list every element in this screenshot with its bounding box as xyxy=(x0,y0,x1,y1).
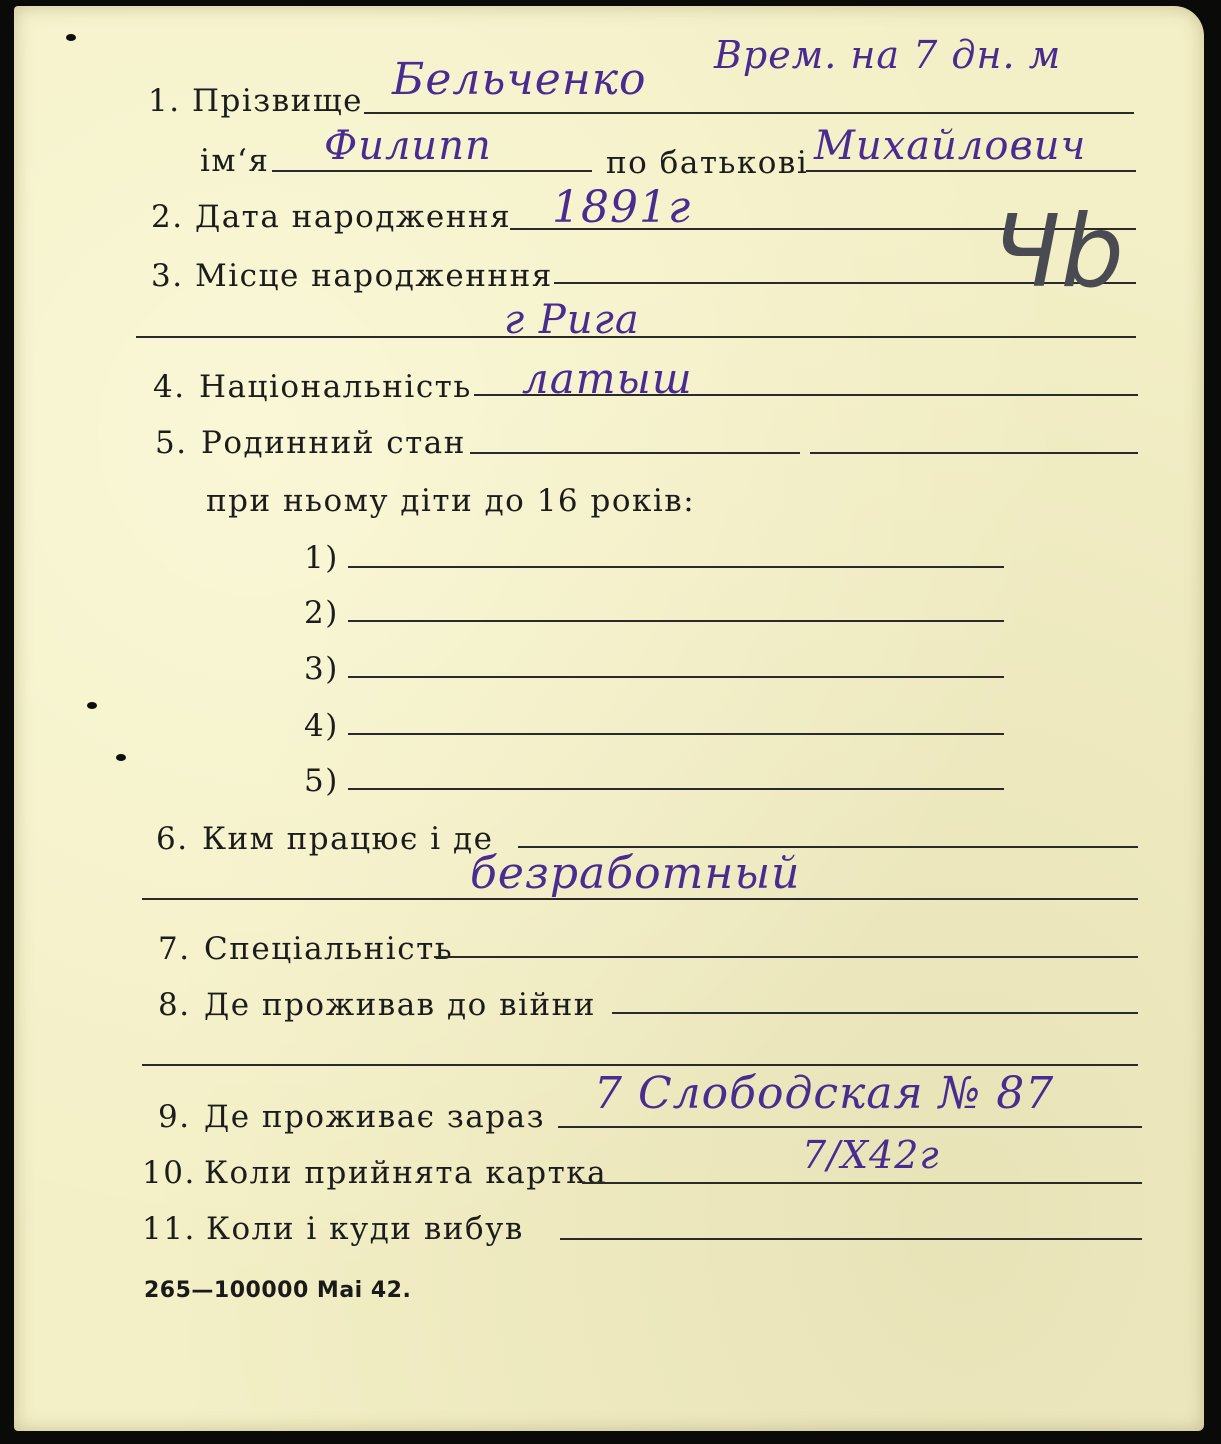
q1-surname-label: Прізвище xyxy=(192,83,363,119)
departure-line xyxy=(560,1238,1142,1240)
q11-number: 11. xyxy=(142,1211,196,1247)
q9-current-label: Де проживає зараз xyxy=(204,1099,546,1135)
q2-birthdate-label: Дата народження xyxy=(195,199,512,235)
card-date-line xyxy=(582,1182,1142,1184)
child-4-label: 4) xyxy=(304,708,339,744)
birthplace-handwriting: г Рига xyxy=(504,297,640,343)
child-4-line xyxy=(348,733,1004,735)
name-handwriting: Филипп xyxy=(324,123,492,169)
q8-prewar-label: Де проживав до війни xyxy=(204,987,596,1023)
q8-number: 8. xyxy=(158,987,191,1023)
current-line xyxy=(558,1126,1142,1128)
pencil-mark: Чb xyxy=(992,193,1125,310)
child-5-label: 5) xyxy=(304,763,339,799)
child-3-line xyxy=(348,676,1004,678)
current-handwriting: 7 Слободская № 87 xyxy=(594,1068,1055,1119)
q6-work-label: Ким працює і де xyxy=(202,821,494,857)
q10-card-label: Коли прийнята картка xyxy=(204,1155,608,1191)
top-note-handwriting: Врем. на 7 дн. м xyxy=(714,33,1062,77)
q5-children-label: при ньому діти до 16 років: xyxy=(206,483,696,519)
punch-hole xyxy=(87,702,97,709)
nationality-handwriting: латыш xyxy=(522,354,693,403)
q6-number: 6. xyxy=(156,821,189,857)
surname-handwriting: Бельченко xyxy=(392,54,647,105)
surname-line xyxy=(364,112,1134,114)
q7-specialty-label: Спеціальність xyxy=(204,931,454,967)
patronymic-line xyxy=(806,170,1136,172)
punch-hole xyxy=(116,754,126,761)
print-run-note: 265—100000 Mai 42. xyxy=(144,1278,412,1303)
q5-number: 5. xyxy=(155,425,188,461)
specialty-line xyxy=(434,956,1138,958)
q11-left-label: Коли і куди вибув xyxy=(206,1211,524,1247)
q1-name-label: ім‘я xyxy=(200,143,270,179)
prewar-line-1 xyxy=(612,1012,1138,1014)
child-1-line xyxy=(348,566,1004,568)
q2-number: 2. xyxy=(151,199,184,235)
work-handwriting: безработный xyxy=(470,848,801,899)
child-2-label: 2) xyxy=(304,595,339,631)
card-date-handwriting: 7/X42г xyxy=(802,1133,940,1177)
patronymic-handwriting: Михайлович xyxy=(814,123,1087,169)
registration-card xyxy=(14,6,1204,1431)
family-line xyxy=(470,452,800,454)
q4-nationality-label: Національність xyxy=(199,369,472,405)
q3-birthplace-label: Місце народженння xyxy=(195,258,553,294)
family-line-b xyxy=(810,452,1138,454)
q7-number: 7. xyxy=(158,931,191,967)
q9-number: 9. xyxy=(158,1099,191,1135)
punch-hole xyxy=(66,34,76,41)
q1-number: 1. xyxy=(148,83,181,119)
q1-patronymic-label: по батькові xyxy=(606,145,809,181)
child-1-label: 1) xyxy=(304,540,339,576)
child-2-line xyxy=(348,620,1004,622)
q5-family-label: Родинний стан xyxy=(201,425,466,461)
child-5-line xyxy=(348,788,1004,790)
q4-number: 4. xyxy=(153,369,186,405)
birthdate-handwriting: 1891г xyxy=(552,182,692,233)
name-line xyxy=(272,170,592,172)
q3-number: 3. xyxy=(151,258,184,294)
child-3-label: 3) xyxy=(304,651,339,687)
prewar-line-2 xyxy=(142,1064,1138,1066)
q10-number: 10. xyxy=(142,1155,196,1191)
